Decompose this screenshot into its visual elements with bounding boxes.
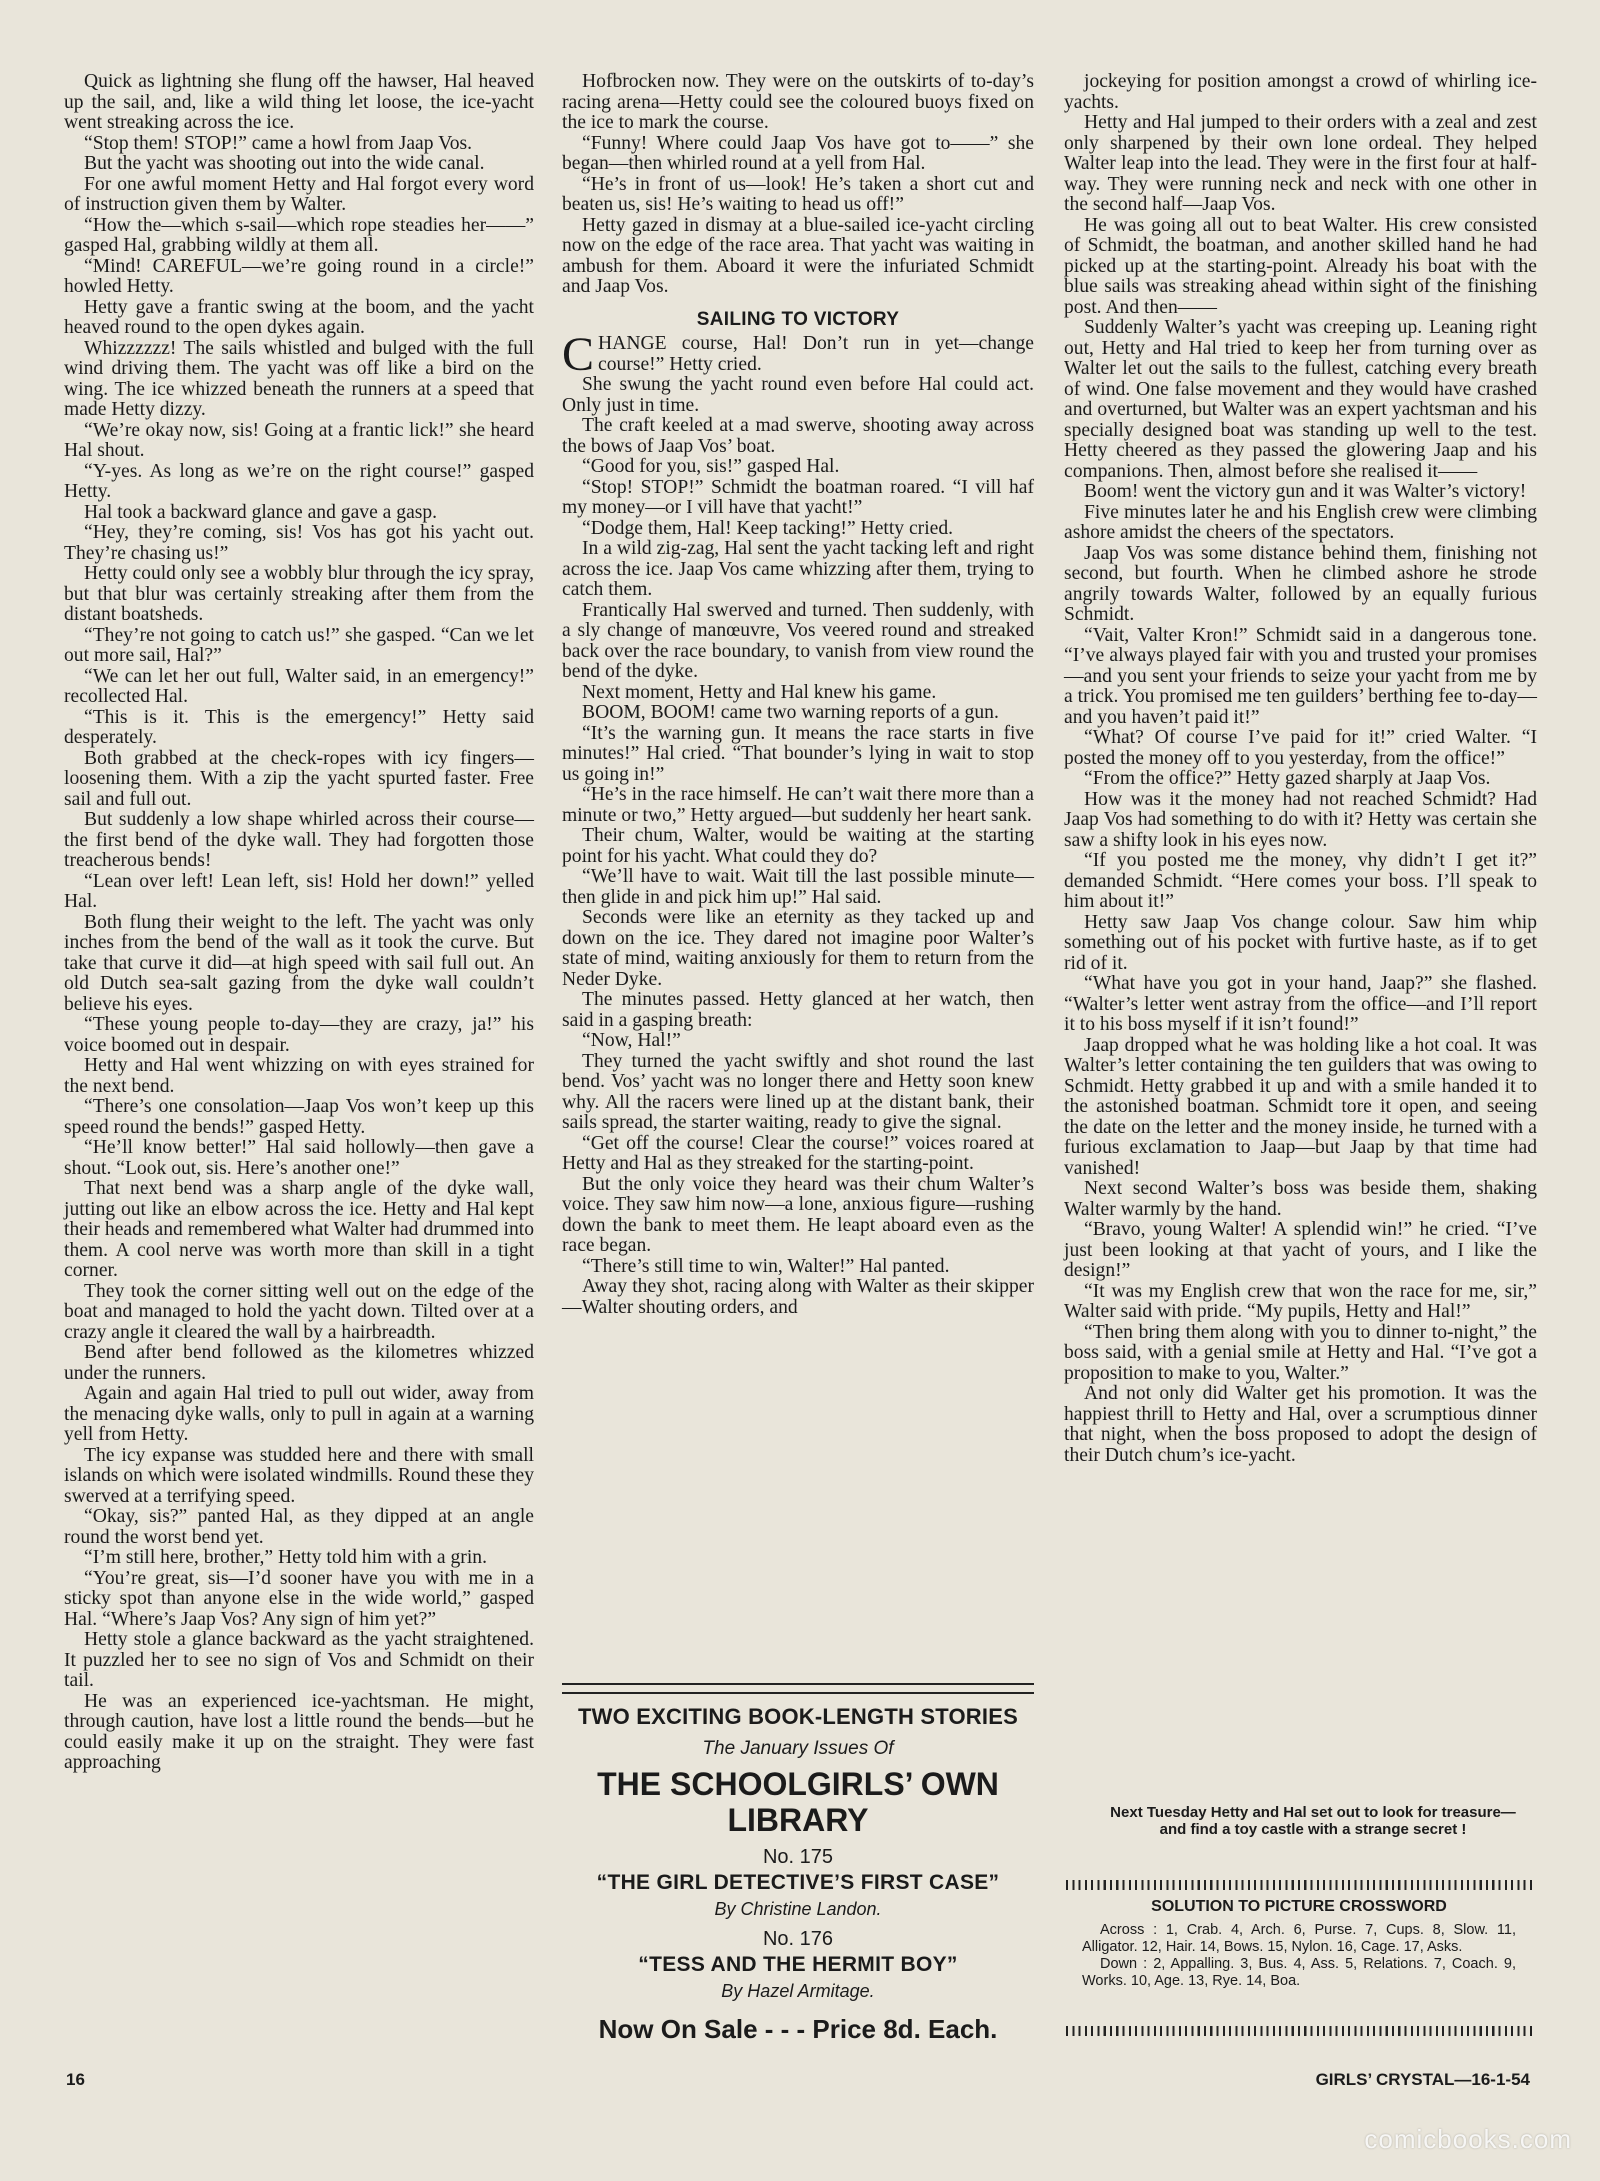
- dropcap-letter: C: [562, 328, 595, 381]
- library-advert: [562, 1683, 1034, 2063]
- story-paragraph: “There’s one consolation—Jaap Vos won’t keep up this speed round the bends!” gasped Hetty.: [64, 1096, 534, 1138]
- page-number: 16: [66, 2070, 85, 2089]
- column-3: [1064, 72, 1537, 1466]
- story-paragraph: “You’re great, sis—I’d sooner have you with me in a sticky spot than anyone else in the wide world,” gasped Hal. “Where’s Jaap Vos? Any sign of him yet?”: [64, 1567, 534, 1630]
- story-paragraph: Hetty and Hal went whizzing on with eyes strained for the next bend.: [64, 1055, 534, 1097]
- story-paragraph: But the yacht was shooting out into the wide canal.: [84, 153, 485, 174]
- story-paragraph: “There’s still time to win, Walter!” Hal panted.: [582, 1255, 950, 1277]
- story-paragraph: “He’s in the race himself. He can’t wait there more than a minute or two,” Hetty argued—but suddenly her heart sank.: [562, 784, 1034, 826]
- section-heading: SAILING TO VICTORY: [696, 308, 900, 330]
- story-paragraph: “How the—which s-sail—which rope steadies her——” gasped Hal, grabbing wildly at them all.: [64, 214, 534, 256]
- crossword-title: SOLUTION TO PICTURE CROSSWORD: [1151, 1898, 1447, 1915]
- story-paragraph: BOOM, BOOM! came two warning reports of a gun.: [582, 702, 999, 723]
- story-paragraph: “They’re not going to catch us!” she gasped. “Can we let out more sail, Hal?”: [64, 624, 534, 666]
- story-paragraph: “Lean over left! Lean left, sis! Hold her down!” yelled Hal.: [64, 870, 534, 912]
- story-paragraph: “He’s in front of us—look! He’s taken a short cut and beaten us, sis! He’s waiting to head us off!”: [562, 173, 1034, 215]
- story-paragraph: Both grabbed at the check-ropes with icy fingers—loosening them. With a zip the yacht spurted faster. Free sail and full out.: [64, 747, 534, 810]
- story-paragraph: “This is it. This is the emergency!” Hetty said desperately.: [64, 706, 534, 748]
- story-paragraph: “Stop them! STOP!” came a howl from Jaap Vos.: [84, 132, 473, 154]
- story-paragraph: “It was my English crew that won the race for me, sir,” Walter said with pride. “My pupils, Hetty and Hal!”: [1064, 1280, 1537, 1322]
- story-paragraph: Quick as lightning she flung off the hawser, Hal heaved up the sail, and, like a wild thing let loose, the ice-yacht went streaking across the ice.: [64, 71, 534, 133]
- story-paragraph: Next second Walter’s boss was beside them, shaking Walter warmly by the hand.: [1064, 1178, 1537, 1220]
- advert-sale-line: Now On Sale - - - Price 8d. Each.: [598, 2014, 998, 2044]
- story-paragraph: He was an experienced ice-yachtsman. He might, through caution, have lost a little round the bends—but he could easily make it up on the straight. They were fast approaching: [64, 1690, 534, 1773]
- advert-issue-176: No. 176: [762, 1928, 834, 1950]
- story-paragraph: Hal took a backward glance and gave a gasp.: [84, 501, 438, 523]
- story-paragraph: That next bend was a sharp angle of the dyke wall, jutting out like an elbow across the ice. Hetty and Hal kept their heads and remembered what Walter had drummed into them. A cool nerve was worth more than skill in a tight corner.: [64, 1178, 534, 1281]
- story-paragraph: And not only did Walter get his promotion. It was the happiest thrill to Hetty and Hal, over a scrumptious dinner that night, when the boss proposed to adopt the design of their Dutch chum’s ice-yacht.: [1064, 1383, 1537, 1466]
- story-paragraph: “From the office?” Hetty gazed sharply at Jaap Vos.: [1084, 768, 1491, 789]
- story-paragraph: Jaap Vos was some distance behind them, finishing not second, but fourth. When he climbed ashore he strode angrily towards Walter, followed by an equally furious Schmidt.: [1064, 542, 1537, 625]
- story-paragraph: Jaap dropped what he was holding like a hot coal. It was Walter’s letter containing the ten guilders that was owing to Schmidt. Hetty grabbed it up and with a smile handed it to the astonished boatman. Schmidt tore it open, and seeing the date on the letter and the money inside, he turned with a furious exclamation to Jaap—but Jaap by that time had vanished!: [1064, 1034, 1537, 1179]
- story-paragraph: Hetty gazed in dismay at a blue-sailed ice-yacht circling now on the edge of the race area. That yacht was waiting in ambush for them. Aboard it were the infuriated Schmidt and Jaap Vos.: [562, 214, 1034, 297]
- advert-author-2: By Hazel Armitage.: [721, 1981, 875, 2001]
- story-paragraph: “It’s the warning gun. It means the race starts in five minutes!” Hal cried. “That bounder’s lying in wait to stop us going in!”: [562, 722, 1034, 785]
- story-paragraph: Frantically Hal swerved and turned. Then suddenly, with a sly change of manœuvre, Vos veered round and streaked back over the race boundary, to vanish from view round the bend of the dyke.: [562, 599, 1034, 682]
- crossword-answers: [1082, 1922, 1516, 1990]
- story-paragraph: How was it the money had not reached Schmidt? Had Jaap Vos had something to do with it? Hetty was certain she saw a shifty look in his eyes now.: [1064, 788, 1537, 851]
- advert-author-1: By Christine Landon.: [714, 1899, 882, 1919]
- story-paragraph: She swung the yacht round even before Hal could act. Only just in time.: [562, 374, 1034, 416]
- advert-library-name: THE SCHOOLGIRLS’ OWN LIBRARY: [597, 1766, 999, 1838]
- story-paragraph: Both flung their weight to the left. The yacht was only inches from the bend of the wall as it took the curve. But take that curve it did—at high speed with sail full out. An old Dutch sea-salt gazing from the dyke wall couldn’t believe his eyes.: [64, 911, 534, 1015]
- story-paragraph: They turned the yacht swiftly and shot round the last bend. Vos’ yacht was no longer there and Hetty soon knew why. All the racers were lined up at the distant bank, their sails spread, the starter waiting, ready to give the signal.: [562, 1050, 1034, 1133]
- story-paragraph: “What? Of course I’ve paid for it!” cried Walter. “I posted the money off to you yesterday, from the office!”: [1064, 727, 1537, 769]
- advert-rule: [562, 1683, 1034, 1694]
- story-paragraph: “Hey, they’re coming, sis! Vos has got his yacht out. They’re chasing us!”: [64, 522, 534, 564]
- story-paragraph: “Now, Hal!”: [582, 1030, 681, 1051]
- story-paragraph: In a wild zig-zag, Hal sent the yacht tacking left and right across the ice. Jaap Vos came whizzing after them, trying to catch them.: [562, 538, 1034, 600]
- story-paragraph: “I’m still here, brother,” Hetty told him with a grin.: [84, 1547, 487, 1568]
- story-paragraph: Hetty stole a glance backward as the yacht straightened. It puzzled her to see no sign of Vos and Schmidt on their tail.: [64, 1629, 534, 1691]
- story-paragraph: Next moment, Hetty and Hal knew his game.: [582, 681, 937, 703]
- story-paragraph: “What have you got in your hand, Jaap?” she flashed. “Walter’s letter went astray from the office—and I’ll report it to his boss myself if it isn’t found!”: [1064, 973, 1537, 1035]
- crossword-solution-box: [1064, 1880, 1534, 2036]
- story-paragraph: “Y-yes. As long as we’re on the right course!” gasped Hetty.: [64, 460, 534, 502]
- story-paragraph: The icy expanse was studded here and there with small islands on which were isolated windmills. Round these they swerved at a terrifying speed.: [64, 1444, 534, 1507]
- story-paragraph: “We can let her out full, Walter said, in an emergency!” recollected Hal.: [64, 665, 534, 707]
- story-paragraph: jockeying for position amongst a crowd of whirling ice-yachts.: [1064, 71, 1537, 113]
- story-paragraph: “Bravo, young Walter! A splendid win!” he cried. “I’ve just been looking at that yacht of yours, and I like the design!”: [1064, 1219, 1537, 1281]
- site-watermark: comicbooks.com: [1364, 2124, 1572, 2154]
- story-paragraph: Hetty gave a frantic swing at the boom, and the yacht heaved round to the open dykes again.: [64, 296, 534, 338]
- story-paragraph: Hofbrocken now. They were on the outskirts of to-day’s racing arena—Hetty could see the coloured buoys fixed on the ice to mark the course.: [562, 71, 1034, 133]
- story-paragraph: But suddenly a low shape whirled across their course—the first bend of the dyke wall. They had forgotten those treacherous bends!: [64, 809, 534, 871]
- advert-story-1: “THE GIRL DETECTIVE’S FIRST CASE”: [596, 1871, 1000, 1894]
- story-paragraph: “Good for you, sis!” gasped Hal.: [582, 456, 840, 477]
- story-paragraph: “Okay, sis?” panted Hal, as they dipped at an angle round the worst bend yet.: [64, 1506, 534, 1548]
- story-paragraph: “These young people to-day—they are crazy, ja!” his voice boomed out in despair.: [64, 1014, 534, 1056]
- advert-title: TWO EXCITING BOOK-LENGTH STORIES: [578, 1704, 1018, 1729]
- story-paragraph: Boom! went the victory gun and it was Walter’s victory!: [1084, 481, 1527, 502]
- crossword-down: Down : 2, Appalling. 3, Bus. 4, Ass. 5, Relations. 7, Coach. 9, Works. 10, Age. 13, Rye. 14, Boa.: [1082, 1956, 1516, 1989]
- story-paragraph: “If you posted me the money, vhy didn’t I get it?” demanded Schmidt. “Here comes your boss. I’ll speak to him about it!”: [1064, 850, 1537, 912]
- story-paragraph: Again and again Hal tried to pull out wider, away from the menacing dyke walls, only to pull in again at a warning yell from Hetty.: [64, 1383, 534, 1445]
- story-paragraph: “He’ll know better!” Hal said hollowly—then gave a shout. “Look out, sis. Here’s another one!”: [64, 1137, 534, 1179]
- crossword-across: Across : 1, Crab. 4, Arch. 6, Purse. 7, Cups. 8, Slow. 11, Alligator. 12, Hair. 14, Bows. 15, Nylon. 16, Cage. 17, Asks.: [1082, 1922, 1516, 1955]
- story-paragraph: The minutes passed. Hetty glanced at her watch, then said in a gasping breath:: [562, 989, 1034, 1031]
- advert-story-2: “TESS AND THE HERMIT BOY”: [638, 1953, 958, 1976]
- advert-subtitle: The January Issues Of: [702, 1738, 894, 1759]
- story-paragraph: They took the corner sitting well out on the edge of the boat and managed to hold the yacht down. Tilted over at a crazy angle it cleared the wall by a hairbreadth.: [64, 1280, 534, 1343]
- column-2-rest: [562, 375, 1034, 1318]
- story-paragraph: “Then bring them along with you to dinner to-night,” the boss said, with a genial smile at Hetty and Hal. “I’ve got a proposition to make to you, Walter.”: [1064, 1321, 1537, 1384]
- story-paragraph: “Funny! Where could Jaap Vos have got to——” she began—then whirled round at a yell from Hal.: [562, 132, 1034, 174]
- story-paragraph: Hetty could only see a wobbly blur through the icy spray, but that blur was certainly streaking after them from the distant boatsheds.: [64, 563, 534, 625]
- dropcap-paragraph: [562, 328, 1034, 381]
- story-paragraph: “We’ll have to wait. Wait till the last possible minute—then glide in and pick him up!” Hal said.: [562, 866, 1034, 908]
- story-paragraph: But the only voice they heard was their chum Walter’s voice. They saw him now—a lone, anxious figure—rushing down the bank to meet them. He leapt aboard even as the race began.: [562, 1173, 1034, 1256]
- story-paragraph: Five minutes later he and his English crew were climbing ashore amidst the cheers of the spectators.: [1064, 501, 1537, 543]
- story-paragraph: For one awful moment Hetty and Hal forgot every word of instruction given them by Walter.: [64, 173, 534, 215]
- story-paragraph: “Get off the course! Clear the course!” voices roared at Hetty and Hal as they streaked for the starting-point.: [562, 1132, 1034, 1174]
- advert-issue-175: No. 175: [762, 1846, 834, 1868]
- issue-line: GIRLS’ CRYSTAL—16-1-54: [1315, 2070, 1530, 2089]
- column-2: [562, 72, 1034, 1318]
- column-1: [64, 72, 534, 1774]
- story-paragraph: “We’re okay now, sis! Going at a frantic lick!” she heard Hal shout.: [64, 419, 534, 461]
- story-paragraph: “Stop! STOP!” Schmidt the boatman roared. “I vill haf my money—or I vill have that yacht!”: [562, 476, 1034, 518]
- story-paragraph: Away they shot, racing along with Walter as their skipper—Walter shouting orders, and: [562, 1276, 1034, 1318]
- story-paragraph: Bend after bend followed as the kilometres whizzed under the runners.: [64, 1342, 534, 1384]
- story-paragraph: Hetty saw Jaap Vos change colour. Saw him whip something out of his pocket with furtive haste, as if to get rid of it.: [1064, 911, 1537, 974]
- story-paragraph: Seconds were like an eternity as they tacked up and down on the ice. They dared not imagine poor Walter’s state of mind, waiting anxiously for them to return from the Neder Dyke.: [562, 907, 1034, 990]
- story-paragraph: Hetty and Hal jumped to their orders with a zeal and zest only sharpened by their own lone ordeal. They helped Walter leap into the lead. They were in the first four at half-way. They were running neck and neck with one other in the second half—Jaap Vos.: [1064, 112, 1537, 215]
- story-paragraph: Suddenly Walter’s yacht was creeping up. Leaning right out, Hetty and Hal tried to keep her from turning over as Walter let out the sails to the fullest, catching every breath of wind. One false movement and they would have crashed and overturned, but Walter was an expert yachtsman and his specially designed boat was standing up well to the test. Hetty cheered as they passed the glowering Jaap and his companions. Then, almost before she realised it——: [1064, 317, 1537, 482]
- column-2-top: [562, 72, 1034, 298]
- story-paragraph: He was going all out to beat Walter. His crew consisted of Schmidt, the boatman, and another skilled hand he had picked up at the starting-point. Already his boat with the blue sails was streaking ahead within sight of the finishing post. And then——: [1064, 214, 1537, 318]
- story-paragraph: “Vait, Valter Kron!” Schmidt said in a dangerous tone. “I’ve always played fair with you and trusted your promises—and you sent your friends to seize your yacht from me by a trick. You promised me ten guilders’ berthing fee to-day—and you haven’t paid it!”: [1064, 624, 1537, 728]
- story-paragraph: “Dodge them, Hal! Keep tacking!” Hetty cried.: [582, 517, 954, 539]
- story-paragraph: Whizzzzzz! The sails whistled and bulged with the full wind driving them. The yacht was off like a bird on the wing. The ice whizzed beneath the runners at a speed that made Hetty dizzy.: [64, 337, 534, 420]
- next-week-teaser: Next Tuesday Hetty and Hal set out to look for treasure—and find a toy castle with a strange secret !: [1110, 1804, 1516, 1838]
- dropcap-paragraph-text: HANGE course, Hal! Don’t run in yet—change course!” Hetty cried.: [598, 333, 1034, 375]
- story-paragraph: Their chum, Walter, would be waiting at the starting point for his yacht. What could they do?: [562, 825, 1034, 867]
- story-paragraph: The craft keeled at a mad swerve, shooting away across the bows of Jaap Vos’ boat.: [562, 415, 1034, 457]
- story-paragraph: “Mind! CAREFUL—we’re going round in a circle!” howled Hetty.: [64, 255, 534, 297]
